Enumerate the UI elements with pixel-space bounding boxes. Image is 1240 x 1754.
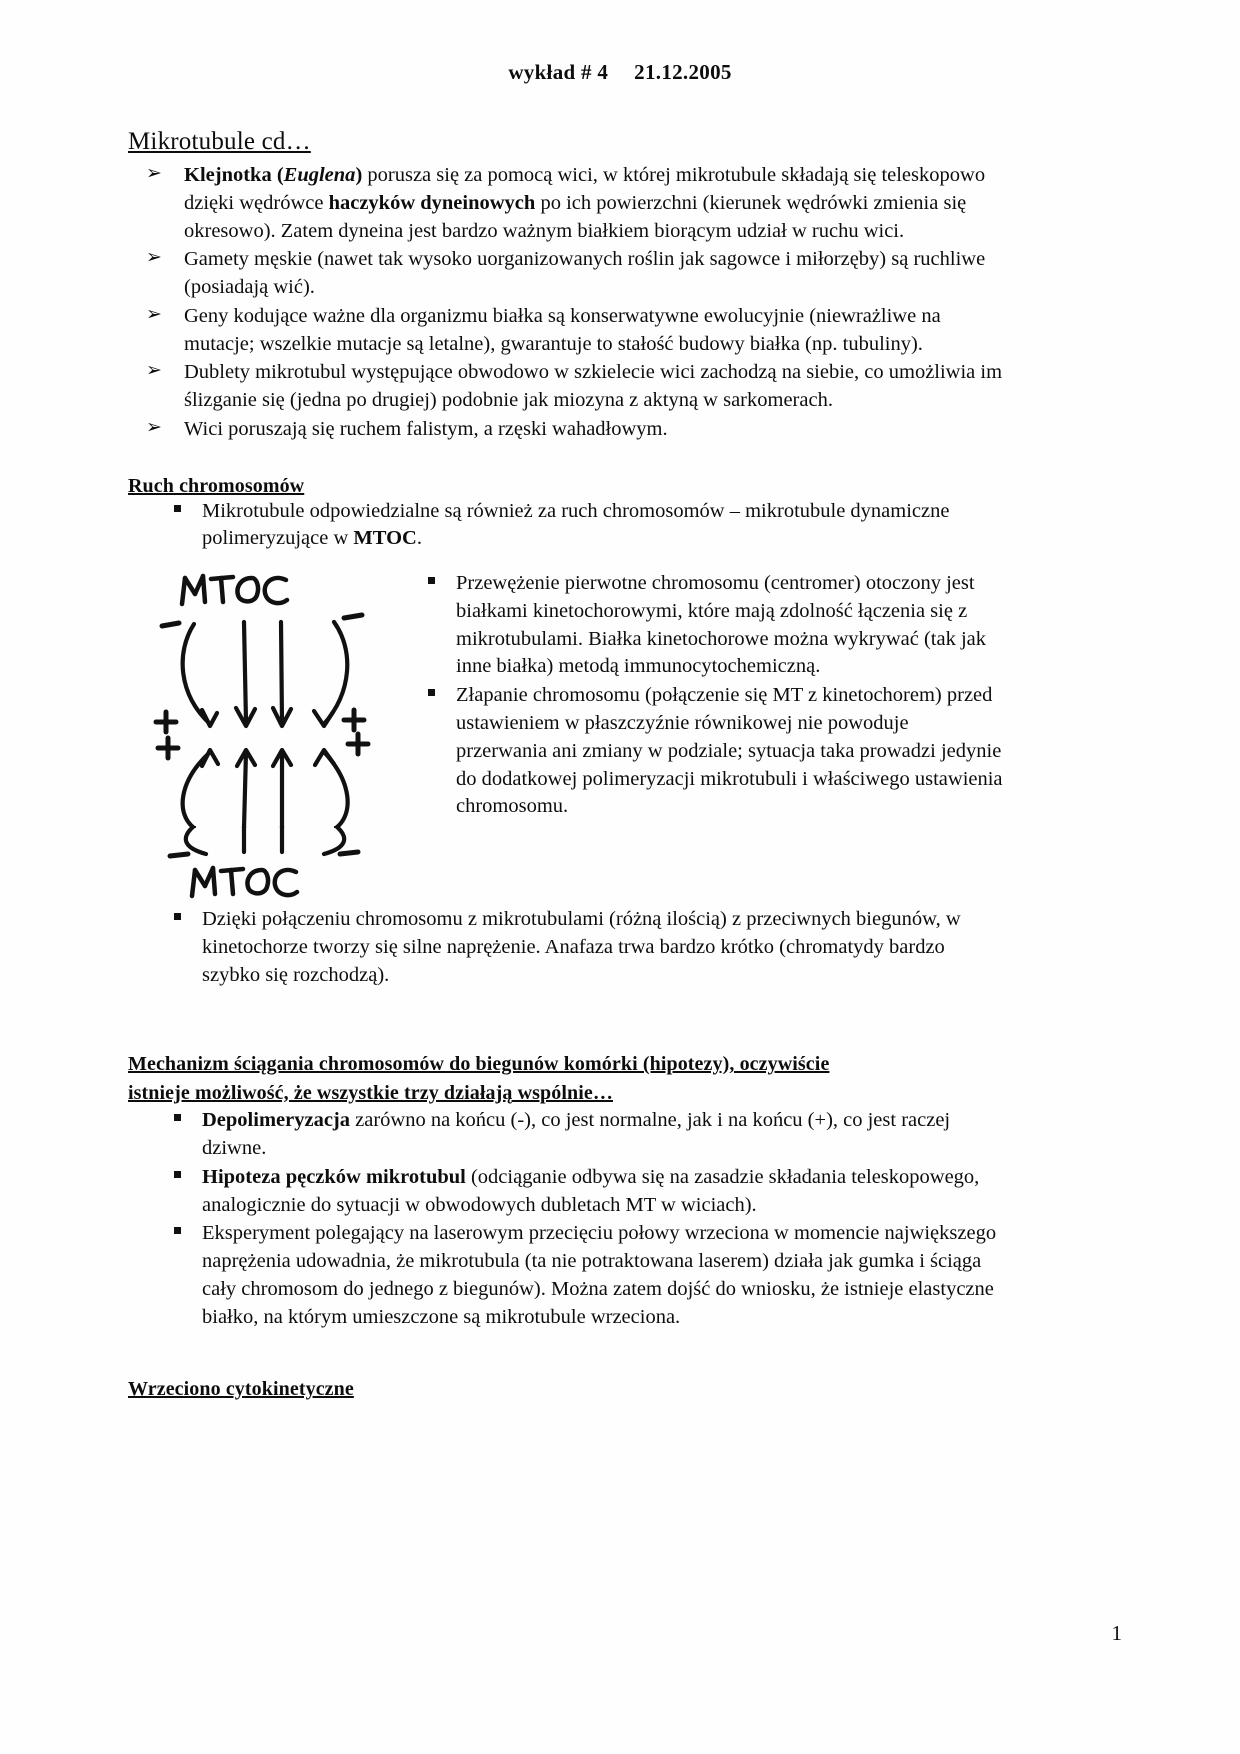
arrow-bullet-icon: ➢ [146,246,162,269]
wrzeciono-heading: Wrzeciono cytokinetyczne [128,1378,354,1401]
list-item [128,246,1004,302]
square-bullet-icon [174,505,181,512]
ruch-chromosomow-section [128,475,1004,990]
header-lecture-label: wykład # 4 [508,60,609,84]
list-item [128,906,1004,989]
square-bullet-icon [174,1227,181,1234]
mechanizm-section [128,1050,1004,1331]
list-item-text: Depolimeryzacja zarówno na końcu (-), co jest normalne, jak i na końcu (+), co jest raczej dziwne. [202,1109,951,1160]
list-item [128,1164,1004,1220]
list-item-text: Gamety męskie (nawet tak wysoko uorganizowanych roślin jak sagowce i miłorzęby) są ruchliwe (posiadają wić). [184,248,986,299]
intro-bullet-list [128,162,1004,444]
list-item [128,498,1004,554]
list-item-text: Dublety mikrotubul występujące obwodowo w szkielecie wici zachodzą na siebie, co umożliwia im ślizganie się (jedna po drugiej) podobnie jak miozyna z aktyną w sarkomerach. [184,361,1003,412]
mtoc-bottom-label-glyphs [192,868,297,896]
list-item [128,1220,1004,1331]
mtoc-diagram-svg [148,570,398,828]
ruch-lead-bullet-list [128,498,1004,554]
ruch-closing-bullet-list [128,906,1004,989]
arrow-bullet-icon: ➢ [146,359,162,382]
mechanizm-heading-line1: Mechanizm ściągania chromosomów do biegunów komórki (hipotezy), oczywiście [128,1053,830,1076]
mtoc-diagram [148,570,398,828]
mechanizm-bullet-list [128,1107,1004,1331]
list-item-text: Dzięki połączeniu chromosomu z mikrotubulami (różną ilością) z przeciwnych biegunów, w kinetochorze tworzy się silne naprężenie. Anafaza trwa bardzo krótko (chromatydy bardzo szybko się rozchodzą). [202,908,961,986]
list-item [128,416,1004,444]
page-title: Mikrotubule cd… [128,128,311,155]
list-item-text: Geny kodujące ważne dla organizmu białka są konserwatywne ewolucyjnie (niewrażliwe na mutacje; wszelkie mutacje są letalne), gwarantuje to stałość budowy białka (np. tubuliny). [184,304,941,355]
square-bullet-icon [174,1114,181,1121]
list-item-text: Klejnotka (Euglena) porusza się za pomocą wici, w której mikrotubule składają się teleskopowo dzięki wędrówce haczyków dyneinowych po ich powierzchni (kierunek wędrówki zmienia się okresowo). Zatem dyneina jest bardzo ważnym białkiem biorącym udział w ruchu wici. [184,164,986,242]
list-item [128,1107,1004,1163]
plus-signs-lower [158,734,368,758]
mtoc-top-label-glyphs [182,576,287,604]
list-item [128,359,1004,415]
list-item [400,682,1004,821]
ruch-chromosomow-heading: Ruch chromosomów [128,474,305,497]
mtoc-diagram-row [128,570,1004,832]
page-header [0,60,1240,85]
square-bullet-icon [428,689,435,696]
list-item [128,303,1004,359]
diagram-side-bullet-list [400,570,1004,821]
mechanizm-heading-line2: istnieje możliwość, że wszystkie trzy działają wspólnie… [128,1081,613,1104]
mechanizm-heading [128,1050,1004,1107]
square-bullet-icon [428,577,435,584]
mtoc-bottom-area [128,832,1004,906]
list-item [400,570,1004,681]
diagram-side-text [400,570,1004,821]
list-item-text: Złapanie chromosomu (połączenie się MT z kinetochorem) przed ustawieniem w płaszczyźnie równikowej nie powoduje przerwania ani zmiany w podziale; sytuacja taka prowadzi jedynie do dodatkowej polimeryzacji mikrotubuli i właściwego ustawienia chromosomu. [456,684,1003,818]
square-bullet-icon [174,1171,181,1178]
arrow-bullet-icon: ➢ [146,302,162,325]
list-item [128,162,1004,245]
header-date-label: 21.12.2005 [634,60,732,84]
arrow-bullet-icon: ➢ [146,415,162,438]
list-item-text: Mikrotubule odpowiedzialne są również za ruch chromosomów – mikrotubule dynamiczne polimeryzujące w MTOC. [202,499,950,550]
list-item-text: Wici poruszają się ruchem falistym, a rzęski wahadłowym. [184,417,668,440]
page-number: 1 [1111,1621,1122,1645]
document-body [128,128,1004,1401]
square-bullet-icon [174,913,181,920]
arrow-bullet-icon: ➢ [146,162,162,184]
list-item-text: Eksperyment polegający na laserowym przecięciu połowy wrzeciona w momencie największego naprężenia udowadnia, że mikrotubula (ta nie potraktowana laserem) działa jak gumka i ściąga cały chromosom do jednego z biegunów). Można zatem dojść do wniosku, że istnieje elastyczne białko, na którym umieszczone są mikrotubule wrzeciona. [202,1222,997,1328]
list-item-text: Przewężenie pierwotne chromosomu (centromer) otoczony jest białkami kinetochorowymi, które mają zdolność łączenia się z mikrotubulami. Białka kinetochorowe można wykrywać (tak jak inne białka) metodą immunocytochemiczną. [456,572,986,678]
list-item-text: Hipoteza pęczków mikrotubul (odciąganie odbywa się na zasadzie składania teleskopowego, analogicznie do sytuacji w obwodowych dubletach MT w wiciach). [202,1165,980,1216]
mtoc-bottom-svg [148,826,398,900]
